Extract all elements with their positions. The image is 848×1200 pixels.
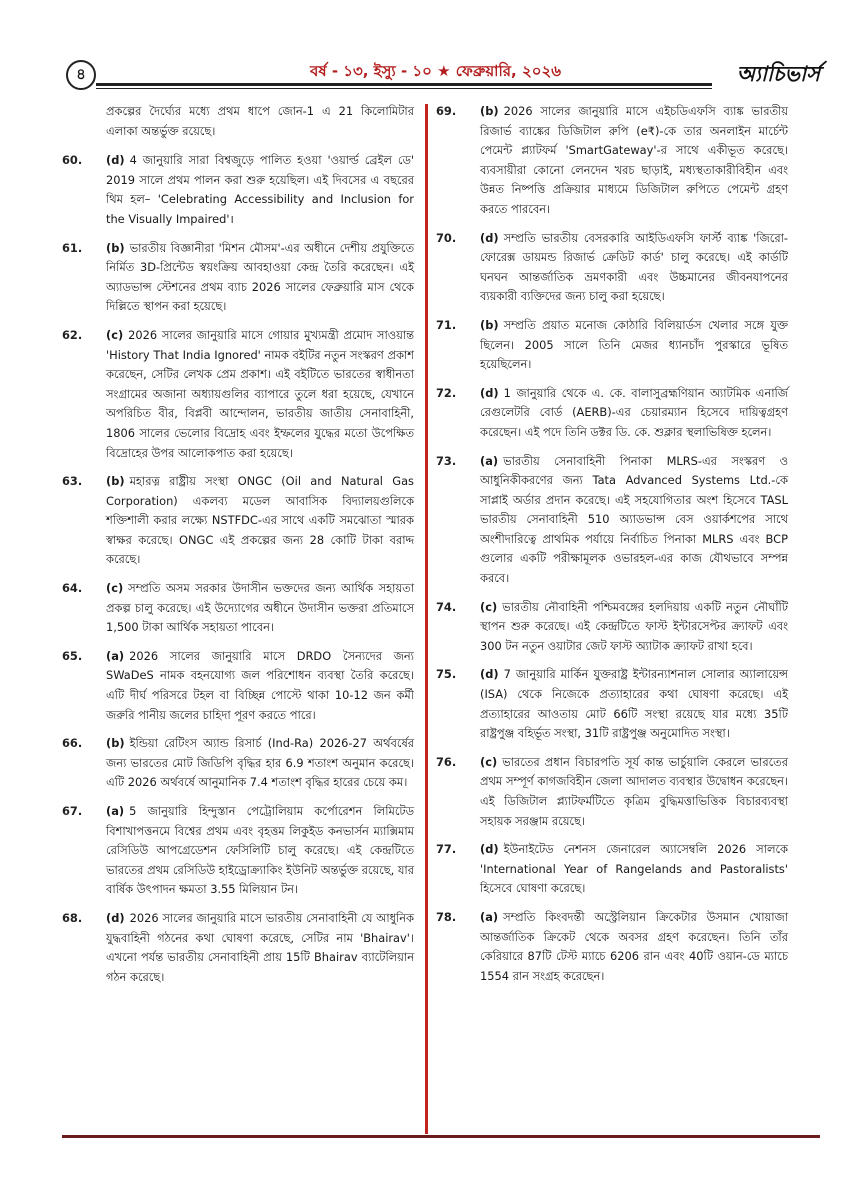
question-number: 60. — [62, 153, 83, 168]
answer-option: (c) — [106, 327, 124, 342]
question-item — [62, 647, 414, 725]
question-item — [436, 598, 788, 657]
question-number: 62. — [62, 327, 83, 342]
answer-option: (d) — [480, 230, 499, 245]
question-item — [436, 384, 788, 443]
answer-option: (a) — [106, 648, 125, 663]
question-item — [62, 472, 414, 570]
question-number: 63. — [62, 474, 83, 489]
question-item — [62, 909, 414, 987]
answer-option: (d) — [106, 910, 125, 925]
question-item — [62, 151, 414, 229]
answer-explanation: 2026 সালের জানুয়ারি মাসে গোয়ার মুখ্যমন্ত্রী প্রমোদ সাওয়ান্ত 'History That India Ignored' নামক বইটির নতুন সংস্করণ প্রকাশ করেছেন, সেটির লেখক প্রেম প্রকাশ। এই বইটিতে ভারতের স্বাধীনতা সংগ্রামের অজানা অধ্যায়গুলির ব্যাপারে তুলে ধরা হয়েছে, যেখানে অপরিচিত বীর, বিপ্লবী আন্দোলন, ভারতীয় জাতীয় সেনাবাহিনী, 1806 সালের ভেলোর বিদ্রোহ এবং ইম্ফলের যুদ্ধের মতো উপেক্ষিত বিদ্রোহের উপর আলোকপাত করা হয়েছে। — [106, 327, 414, 460]
question-number: 70. — [436, 230, 457, 245]
header-rule-thin — [96, 88, 712, 89]
footer-rule — [62, 1135, 820, 1138]
question-item — [436, 102, 788, 220]
answer-explanation: সম্প্রতি প্রয়াত মনোজ কোঠারি বিলিয়ার্ডস খেলার সঙ্গে যুক্ত ছিলেন। 2005 সালে তিনি মেজর ধ্যানচাঁদ পুরস্কারে ভূষিত হয়েছিলেন। — [480, 317, 788, 372]
question-item — [62, 802, 414, 900]
answer-option: (c) — [106, 581, 124, 596]
answer-option: (b) — [480, 317, 499, 332]
answer-explanation: সম্প্রতি ভারতীয় বেসরকারি আইডিএফসি ফার্স্ট ব্যাঙ্ক 'জিরো-ফোরেক্স ডায়মন্ড রিজার্ভ ক্রেডিট কার্ড' চালু করেছে। এই কার্ডটি ঘনঘন আন্তর্জাতিক ভ্রমণকারী এবং উচ্চমানের জীবনযাপনের ব্যয়কারী ব্যক্তিদের জন্য চালু করা হয়েছে। — [480, 230, 788, 304]
question-item — [62, 579, 414, 638]
question-number: 71. — [436, 317, 457, 332]
question-number: 69. — [436, 104, 457, 118]
question-item — [436, 316, 788, 375]
answer-explanation: ভারতীয় সেনাবাহিনী পিনাকা MLRS-এর সংস্করণ ও আধুনিকীকরণের জন্য Tata Advanced Systems Ltd.-কে সাপ্লাই অর্ডার প্রদান করেছে। এই সহযোগিতার অংশ হিসেবে TASL ভারতীয় সেনাবাহিনী 510 অ্যাডভান্স বেস ওয়ার্কশপের সাথে অংশীদারিত্বে প্রাথমিক পর্যায়ে নির্বাচিত পিনাকা MLRS এবং BCP গুলোর একটি পরীক্ষামূলক ওভারহল-এর কাজ যৌথভাবে সম্পন্ন করবে। — [480, 453, 788, 586]
question-number: 74. — [436, 599, 457, 614]
question-number: 68. — [62, 910, 83, 925]
answer-option: (b) — [106, 474, 125, 489]
question-item — [436, 229, 788, 307]
answer-option: (b) — [480, 104, 499, 118]
brand-logo: অ্যাচিভার্স — [736, 61, 820, 86]
answer-explanation: ভারতীয় বিজ্ঞানীরা 'মিশন মৌসম'-এর অধীনে দেশীয় প্রযুক্তিতে নির্মিত 3D-প্রিন্টেড স্বয়ংক্রিয় আবহাওয়া কেন্দ্র তৈরি করেছেন। এই অ্যাডভান্স স্টেশনের প্রথম ব্যাচ 2026 সালের ফেব্রুয়ারি মাস থেকে দিল্লিতে স্থাপন করা হয়েছে। — [106, 240, 414, 314]
question-number: 78. — [436, 909, 457, 924]
question-item — [62, 326, 414, 463]
answer-explanation: ভারতের প্রধান বিচারপতি সূর্য কান্ত ভার্চুয়ালি কেরলে ভারতের প্রথম সম্পূর্ণ কাগজবিহীন জেলা আদালত ব্যবস্থার উদ্বোধন করেছেন। এই ডিজিটাল প্ল্যাটফর্মটিতে কৃত্রিম বুদ্ধিমত্তাভিত্তিক বিচারব্যবস্থা সহায়ক সরঞ্জাম রয়েছে। — [480, 754, 788, 828]
question-number: 77. — [436, 842, 457, 857]
answer-option: (d) — [480, 385, 499, 400]
question-number: 65. — [62, 648, 83, 663]
continued-text: প্রকল্পের দৈর্ঘ্যের মধ্যে প্রথম ধাপে জোন-1 এ 21 কিলোমিটার এলাকা অন্তর্ভুক্ত রয়েছে। — [106, 104, 414, 138]
question-item — [62, 734, 414, 793]
answer-explanation: 2026 সালের জানুয়ারি মাসে এইচডিএফসি ব্যাঙ্ক ভারতীয় রিজার্ভ ব্যাঙ্কের ডিজিটাল রুপি (e₹)-কে তার অনলাইন মার্চেন্ট পেমেন্ট প্ল্যাটফর্ম 'SmartGateway'-র সাথে একীভূত করেছে। ব্যবসায়ীরা কোনো লেনদেন খরচ ছাড়াই, মধ্যস্থতাকারীবিহীন এবং উন্নত নিষ্পত্তি প্রক্রিয়ার মাধ্যমে ডিজিটাল রুপিতে পেমেন্ট গ্রহণ করতে পারবেন। — [480, 104, 788, 216]
question-number: 73. — [436, 453, 457, 468]
answer-explanation: 1 জানুয়ারি থেকে এ. কে. বালাসুব্রহ্মণিয়ান অ্যাটমিক এনার্জি রেগুলেটরি বোর্ড (AERB)-এর চেয়ারম্যান হিসেবে দায়িত্বগ্রহণ করেছেন। এই পদে তিনি ডক্টর ডি. কে. শুক্লার স্থলাভিষিক্ত হলেন। — [480, 385, 788, 439]
right-column — [436, 102, 788, 995]
question-number: 61. — [62, 240, 83, 255]
question-item — [62, 239, 414, 317]
answer-explanation: মহারত্ন রাষ্ট্রীয় সংস্থা ONGC (Oil and Natural Gas Corporation) একলব্য মডেল আবাসিক বিদ্যালয়গুলিকে শক্তিশালী করার লক্ষ্যে NSTFDC-এর সাথে একটি সমঝোতা স্মারক স্বাক্ষর করেছে। ONGC এই প্রকল্পের জন্য 28 কোটি টাকা বরাদ্দ করেছে। — [106, 474, 414, 567]
question-item — [436, 840, 788, 899]
question-number: 76. — [436, 754, 457, 769]
answer-explanation: ইউনাইটেড নেশনস জেনারেল অ্যাসেম্বলি 2026 সালকে 'International Year of Rangelands and Pastoralists' হিসেবে ঘোষণা করেছে। — [480, 842, 788, 896]
answer-option: (a) — [106, 804, 125, 818]
column-divider — [425, 104, 428, 1134]
answer-explanation: ইন্ডিয়া রেটিংস অ্যান্ড রিসার্চ (Ind-Ra) 2026-27 অর্থবর্ষের জন্য ভারতের মোট জিডিপি বৃদ্ধির হার 6.9 শতাংশ অনুমান করেছে। এটি 2026 অর্থবর্ষে আনুমানিক 7.4 শতাংশ বৃদ্ধির হারের চেয়ে কম। — [106, 736, 414, 790]
question-number: 64. — [62, 581, 83, 596]
answer-option: (b) — [106, 240, 125, 255]
left-column — [62, 102, 414, 996]
answer-explanation: 2026 সালের জানুয়ারি মাসে DRDO সৈন্যদের জন্য SWaDeS নামক বহনযোগ্য জল পরিশোধন ব্যবস্থা তৈরি করেছে। এটি দীর্ঘ পরিসরে টহল বা বিচ্ছিন্ন পোস্টে থাকা 10-12 জন কর্মী জরুরি পানীয় জলের চাহিদা পূরণ করতে পারে। — [106, 648, 414, 722]
answer-option: (b) — [106, 736, 125, 751]
page-header — [60, 52, 820, 102]
answer-explanation: 4 জানুয়ারি সারা বিশ্বজুড়ে পালিত হওয়া 'ওয়ার্ল্ড ব্রেইল ডে' 2019 সালে প্রথম পালন করা শুরু হয়েছিল। এই দিবসের এ বছরের থিম হল– 'Celebrating Accessibility and Inclusion for the Visually Impaired'। — [106, 153, 414, 226]
answer-option: (a) — [480, 453, 499, 468]
answer-explanation: সম্প্রতি কিংবদন্তী অস্ট্রেলিয়ান ক্রিকেটার উসমান খোয়াজা আন্তর্জাতিক ক্রিকেট থেকে অবসর গ্রহণ করেছেন। তিনি তাঁর কেরিয়ারে 87টি টেস্ট ম্যাচে 6206 রান এবং 40টি ওয়ান-ডে ম্যাচে 1554 রান সংগ্রহ করেছেন। — [480, 909, 788, 983]
answer-option: (d) — [480, 842, 499, 857]
question-number: 66. — [62, 736, 83, 751]
answer-option: (d) — [106, 153, 125, 168]
answer-option: (c) — [480, 754, 498, 769]
issue-info: বর্ষ - ১৩, ইস্যু - ১০ ★ ফেব্রুয়ারি, ২০২৬ — [310, 62, 561, 80]
answer-option: (a) — [480, 909, 499, 924]
answer-explanation: সম্প্রতি অসম সরকার উদাসীন ভক্তদের জন্য আর্থিক সহায়তা প্রকল্প চালু করেছে। এই উদ্যোগের অধীনে উদাসীন ভক্তরা প্রতিমাসে 1,500 টাকা আর্থিক সহায়তা পাবেন। — [106, 581, 414, 635]
question-item — [436, 753, 788, 831]
question-item — [436, 908, 788, 986]
question-item — [436, 452, 788, 589]
answer-explanation: 7 জানুয়ারি মার্কিন যুক্তরাষ্ট্র ইন্টারন্যাশনাল সোলার অ্যালায়েন্স (ISA) থেকে নিজেকে প্রত্যাহারের কথা ঘোষণা করেছে। এই প্রত্যাহারের আওতায় মোট 66টি সংস্থা রয়েছে যার মধ্যে 35টি রাষ্ট্রপুঞ্জ বহির্ভূত সংস্থা, 31টি রাষ্ট্রপুঞ্জ অনুমোদিত সংস্থা। — [480, 667, 788, 741]
answer-explanation: 5 জানুয়ারি হিন্দুস্তান পেট্রোলিয়াম কর্পোরেশন লিমিটেড বিশাখাপত্তনমে বিশ্বের প্রথম এবং বৃহত্তম লিকুইড কনভার্সন ম্যাক্সিমাম রেসিডিউ আপগ্রেডেশন ফেসিলিটি চালু করেছে। এই কেন্দ্রটিতে ভারতের প্রথম রেসিডিউ হাইড্রোক্র্যাকিং ইউনিট অন্তর্ভুক্ত রয়েছে, যার বার্ষিক উৎপাদন ক্ষমতা 3.55 মিলিয়ান টন। — [106, 804, 414, 897]
answer-explanation: ভারতীয় নৌবাহিনী পশ্চিমবঙ্গের হলদিয়ায় একটি নতুন নৌঘাঁটি স্থাপন শুরু করেছে। এই কেন্দ্রটিতে ফাস্ট ইন্টারসেপ্টর ক্র্যাফট এবং 300 টন নতুন ওয়াটার জেট ফাস্ট অ্যাটাক ক্র্যাফট রাখা হবে। — [480, 599, 788, 653]
answer-option: (d) — [480, 667, 499, 682]
question-item — [436, 665, 788, 743]
question-number: 67. — [62, 804, 83, 818]
page-number: ৪ — [66, 60, 96, 90]
answer-option: (c) — [480, 599, 498, 614]
question-number: 72. — [436, 385, 457, 400]
question-number: 75. — [436, 667, 457, 682]
answer-explanation: 2026 সালের জানুয়ারি মাসে ভারতীয় সেনাবাহিনী যে আধুনিক যুদ্ধবাহিনী গঠনের কথা ঘোষণা করেছে, সেটির নাম 'Bhairav'। এখনো পর্যন্ত ভারতীয় সেনাবাহিনী প্রায় 15টি Bhairav ব্যাটেলিয়ান গঠন করেছে। — [106, 910, 414, 984]
